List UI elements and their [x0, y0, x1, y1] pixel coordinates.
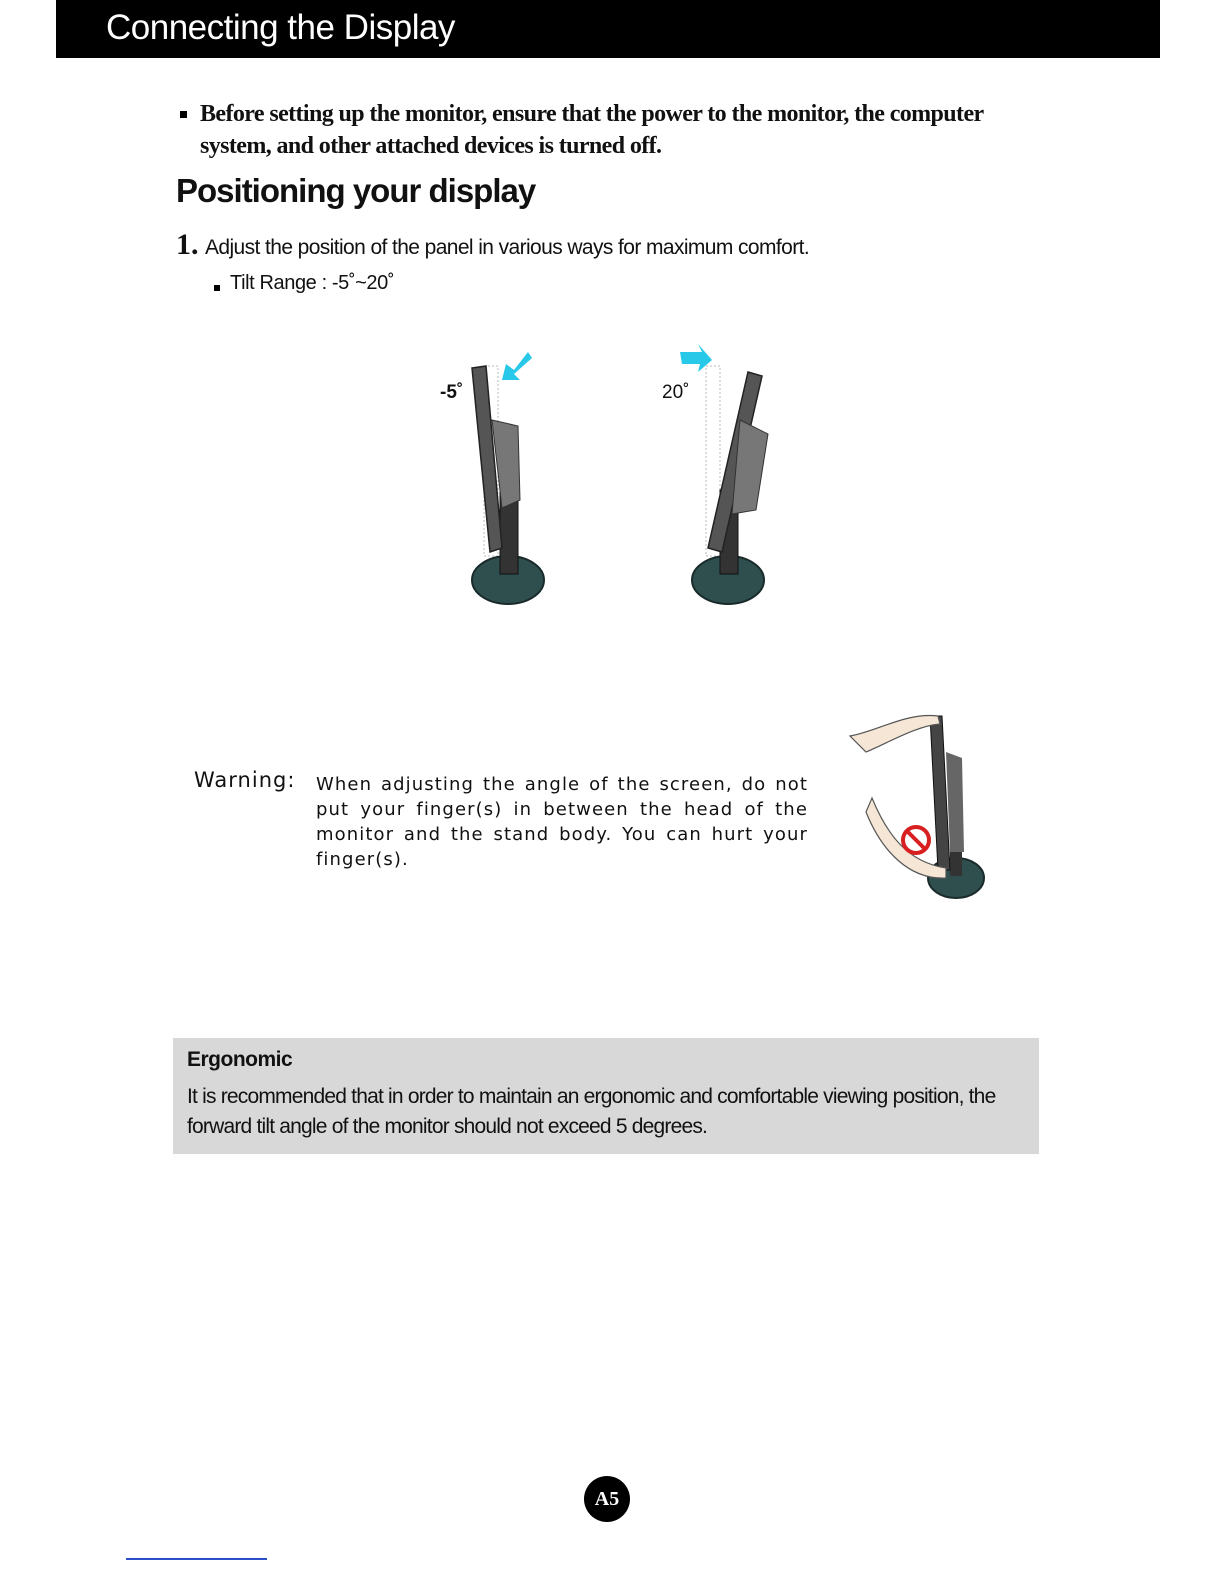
arrow-icon: [502, 352, 532, 380]
footer-line: [126, 1558, 267, 1560]
page-title: Connecting the Display: [106, 8, 455, 47]
bullet-icon: [214, 285, 220, 291]
tilt-diagram: [420, 340, 820, 620]
tilt-illustration: [420, 340, 820, 620]
section-heading: Positioning your display: [176, 172, 536, 209]
monitor-minus-five: [472, 366, 544, 604]
arrow-icon: [680, 344, 712, 372]
tilt-range-text: Tilt Range : -5˚~20˚: [230, 272, 395, 294]
ergonomic-title: Ergonomic: [187, 1048, 293, 1071]
warning-text: When adjusting the angle of the screen, do not put your finger(s) in between the head of the monitor and the stand body. You can hurt your finger(s).: [316, 774, 808, 870]
step-number: 1.: [176, 228, 199, 261]
warning-illustration: [846, 702, 1016, 912]
hand-bottom-icon: [866, 798, 946, 878]
ergonomic-note: [173, 1038, 1039, 1154]
monitor-twenty: [692, 366, 768, 604]
hand-top-icon: [850, 715, 940, 752]
finger-warning-diagram: [846, 702, 1016, 912]
bullet-icon: [180, 111, 187, 118]
power-notice-text: Before setting up the monitor, ensure that the power to the monitor, the computer system, and other attached devices is turned off.: [200, 101, 984, 159]
ergonomic-text: It is recommended that in order to maintain an ergonomic and comfortable viewing position, the forward tilt angle of the monitor should not exceed 5 degrees.: [187, 1085, 996, 1138]
step-text: Adjust the position of the panel in various ways for maximum comfort.: [205, 236, 810, 259]
warning-label: Warning:: [194, 768, 296, 792]
page-number: A5: [584, 1476, 630, 1522]
angle-label-minus: -5˚: [440, 382, 464, 403]
angle-label-plus: 20˚: [662, 382, 690, 403]
header-bar: [56, 0, 1160, 58]
